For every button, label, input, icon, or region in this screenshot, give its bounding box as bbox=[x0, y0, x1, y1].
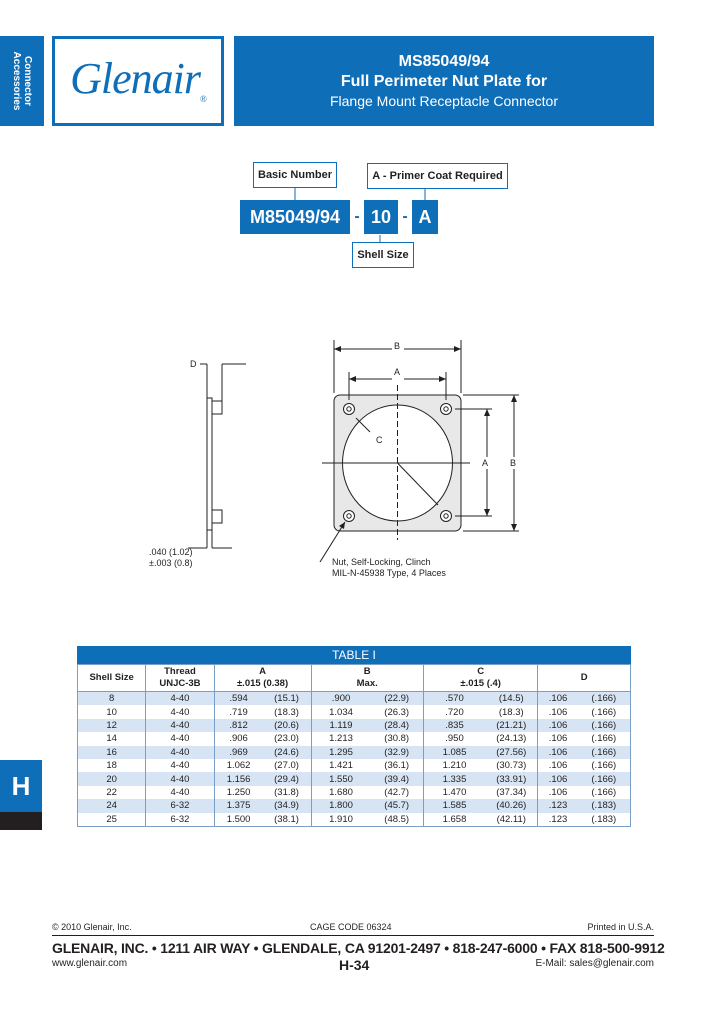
table-cell: (40.26) bbox=[485, 799, 538, 812]
table-cell: (.183) bbox=[578, 813, 631, 827]
table-cell: (.166) bbox=[578, 746, 631, 759]
table-body bbox=[78, 692, 631, 827]
col-d: D bbox=[538, 665, 631, 692]
table-cell: .950 bbox=[423, 732, 485, 745]
primer-suffix-value: A bbox=[412, 200, 438, 234]
table-cell: .106 bbox=[538, 719, 578, 732]
col-b-l1: B bbox=[363, 666, 371, 677]
table-cell: (29.4) bbox=[263, 772, 311, 785]
table-cell: 4-40 bbox=[146, 786, 214, 799]
table-cell: .594 bbox=[214, 692, 262, 706]
table-cell: .106 bbox=[538, 732, 578, 745]
front-view bbox=[320, 340, 519, 562]
logo-text: Glenair bbox=[70, 54, 201, 103]
thickness-dim-line1: .040 (1.02) bbox=[149, 547, 193, 557]
table-cell: 16 bbox=[78, 746, 146, 759]
col-a-l2: ±.015 (0.38) bbox=[236, 678, 289, 689]
label-c: C bbox=[376, 435, 383, 445]
table-cell: 4-40 bbox=[146, 705, 214, 718]
table-cell: (32.9) bbox=[371, 746, 424, 759]
table-cell: (33.91) bbox=[485, 772, 538, 785]
col-thread bbox=[146, 665, 214, 692]
col-b bbox=[311, 665, 423, 692]
table-cell: 1.585 bbox=[423, 799, 485, 812]
table-cell: .106 bbox=[538, 705, 578, 718]
table-cell: .835 bbox=[423, 719, 485, 732]
table-row bbox=[78, 813, 631, 827]
header-part-number: MS85049/94 bbox=[398, 53, 490, 70]
table-cell: 1.085 bbox=[423, 746, 485, 759]
table-row bbox=[78, 772, 631, 785]
header-subtitle: Flange Mount Receptacle Connector bbox=[329, 93, 559, 109]
table-row bbox=[78, 799, 631, 812]
table-cell: .812 bbox=[214, 719, 262, 732]
table-cell: .123 bbox=[538, 813, 578, 827]
table-cell: .720 bbox=[423, 705, 485, 718]
table-row bbox=[78, 746, 631, 759]
table-cell: (20.6) bbox=[263, 719, 311, 732]
table-row bbox=[78, 786, 631, 799]
table-cell: (.166) bbox=[578, 759, 631, 772]
section-h-tab: H bbox=[0, 760, 42, 812]
table-cell: 1.213 bbox=[311, 732, 370, 745]
table-cell: 1.156 bbox=[214, 772, 262, 785]
table-cell: 22 bbox=[78, 786, 146, 799]
table-cell: (.166) bbox=[578, 705, 631, 718]
table-cell: 4-40 bbox=[146, 692, 214, 706]
table-cell: 1.550 bbox=[311, 772, 370, 785]
table-cell: .570 bbox=[423, 692, 485, 706]
table-cell: (30.73) bbox=[485, 759, 538, 772]
table-cell: .106 bbox=[538, 746, 578, 759]
table-cell: (24.6) bbox=[263, 746, 311, 759]
footer-divider bbox=[52, 935, 654, 936]
website-link[interactable]: www.glenair.com bbox=[52, 958, 128, 969]
table-cell: 1.210 bbox=[423, 759, 485, 772]
col-thread-l1: Thread bbox=[164, 666, 196, 677]
label-a-side: A bbox=[482, 458, 489, 468]
col-b-l2: Max. bbox=[356, 678, 378, 689]
table-cell: (27.0) bbox=[263, 759, 311, 772]
table-cell: (39.4) bbox=[371, 772, 424, 785]
table-cell: 20 bbox=[78, 772, 146, 785]
col-a-l1: A bbox=[259, 666, 266, 677]
side-view bbox=[188, 364, 246, 548]
table-title: TABLE I bbox=[77, 646, 631, 664]
table-cell: 1.250 bbox=[214, 786, 262, 799]
table-cell: .719 bbox=[214, 705, 262, 718]
table-cell: 8 bbox=[78, 692, 146, 706]
table-cell: (42.7) bbox=[371, 786, 424, 799]
table-cell: 1.034 bbox=[311, 705, 370, 718]
dimension-table bbox=[77, 646, 631, 827]
shell-size-value: 10 bbox=[364, 200, 398, 234]
table-cell: 6-32 bbox=[146, 799, 214, 812]
table-cell: (15.1) bbox=[263, 692, 311, 706]
col-c-l1: C bbox=[477, 666, 485, 677]
company-address: GLENAIR, INC. • 1211 AIR WAY • GLENDALE, CA 91201-2497 • 818-247-6000 • FAX 818-500-9912 bbox=[52, 940, 665, 956]
part-dash-2: - bbox=[402, 208, 408, 225]
nut-note-line1: Nut, Self-Locking, Clinch bbox=[332, 557, 431, 567]
table-cell: (48.5) bbox=[371, 813, 424, 827]
label-b-side: B bbox=[510, 458, 517, 468]
col-c bbox=[423, 665, 538, 692]
col-a bbox=[214, 665, 311, 692]
primer-coat-label: A - Primer Coat Required bbox=[367, 163, 508, 189]
table-cell: 1.375 bbox=[214, 799, 262, 812]
table-cell: (28.4) bbox=[371, 719, 424, 732]
table-cell: (27.56) bbox=[485, 746, 538, 759]
cage-code: CAGE CODE 06324 bbox=[310, 922, 392, 932]
table-cell: .106 bbox=[538, 692, 578, 706]
label-b-top: B bbox=[394, 341, 401, 351]
table-cell: 1.500 bbox=[214, 813, 262, 827]
table-cell: (.166) bbox=[578, 692, 631, 706]
table-row bbox=[78, 759, 631, 772]
thickness-dim-line2: ±.003 (0.8) bbox=[149, 558, 193, 568]
header-title: Full Perimeter Nut Plate for bbox=[340, 73, 548, 90]
col-shell-size: Shell Size bbox=[78, 665, 146, 692]
shell-size-label: Shell Size bbox=[352, 242, 414, 268]
table-cell: 12 bbox=[78, 719, 146, 732]
table-cell: (14.5) bbox=[485, 692, 538, 706]
table-cell: (21.21) bbox=[485, 719, 538, 732]
table-cell: (37.34) bbox=[485, 786, 538, 799]
table-cell: 1.800 bbox=[311, 799, 370, 812]
table-cell: (24.13) bbox=[485, 732, 538, 745]
table-cell: (38.1) bbox=[263, 813, 311, 827]
table-cell: 18 bbox=[78, 759, 146, 772]
table-row bbox=[78, 732, 631, 745]
table-cell: 24 bbox=[78, 799, 146, 812]
table-cell: (42.11) bbox=[485, 813, 538, 827]
page-number: H-34 bbox=[339, 957, 370, 973]
table-cell: 1.062 bbox=[214, 759, 262, 772]
part-dash-1: - bbox=[354, 208, 360, 225]
table-cell: .906 bbox=[214, 732, 262, 745]
table-cell: .969 bbox=[214, 746, 262, 759]
label-a-top: A bbox=[394, 367, 401, 377]
table-row bbox=[78, 719, 631, 732]
side-tab-line2: Accessories bbox=[11, 51, 22, 111]
table-cell: 1.680 bbox=[311, 786, 370, 799]
basic-number-value: M85049/94 bbox=[240, 200, 350, 234]
table-cell: 1.470 bbox=[423, 786, 485, 799]
table-cell: 1.335 bbox=[423, 772, 485, 785]
table-cell: 1.658 bbox=[423, 813, 485, 827]
table-cell: 25 bbox=[78, 813, 146, 827]
table-cell: 10 bbox=[78, 705, 146, 718]
table-cell: (45.7) bbox=[371, 799, 424, 812]
table-cell: 4-40 bbox=[146, 732, 214, 745]
table-cell: (31.8) bbox=[263, 786, 311, 799]
table-cell: 4-40 bbox=[146, 772, 214, 785]
copyright: © 2010 Glenair, Inc. bbox=[52, 922, 132, 932]
table-cell: (34.9) bbox=[263, 799, 311, 812]
col-c-l2: ±.015 (.4) bbox=[460, 678, 501, 689]
printed-in: Printed in U.S.A. bbox=[587, 922, 654, 932]
table-cell: 6-32 bbox=[146, 813, 214, 827]
table-cell: (.166) bbox=[578, 786, 631, 799]
table-cell: .106 bbox=[538, 786, 578, 799]
table-cell: (18.3) bbox=[263, 705, 311, 718]
table-cell: 4-40 bbox=[146, 719, 214, 732]
table-cell: (22.9) bbox=[371, 692, 424, 706]
table-cell: 1.295 bbox=[311, 746, 370, 759]
email-link[interactable]: E-Mail: sales@glenair.com bbox=[535, 958, 654, 969]
basic-number-label: Basic Number bbox=[253, 162, 337, 188]
nut-note-line2: MIL-N-45938 Type, 4 Places bbox=[332, 568, 446, 578]
side-tab-line1: Connector bbox=[22, 56, 33, 106]
table-cell: (36.1) bbox=[371, 759, 424, 772]
table-cell: (.166) bbox=[578, 732, 631, 745]
table-cell: .106 bbox=[538, 759, 578, 772]
table-cell: (23.0) bbox=[263, 732, 311, 745]
table-cell: (.183) bbox=[578, 799, 631, 812]
section-h-tab-bar bbox=[0, 812, 42, 830]
table-row bbox=[78, 705, 631, 718]
table-cell: 4-40 bbox=[146, 746, 214, 759]
table-cell: 1.119 bbox=[311, 719, 370, 732]
table-cell: (.166) bbox=[578, 772, 631, 785]
table-cell: 14 bbox=[78, 732, 146, 745]
table-cell: 1.421 bbox=[311, 759, 370, 772]
table-cell: (18.3) bbox=[485, 705, 538, 718]
table-cell: .106 bbox=[538, 772, 578, 785]
label-d: D bbox=[190, 359, 197, 369]
col-thread-l2: UNJC-3B bbox=[159, 678, 201, 689]
table-cell: (.166) bbox=[578, 719, 631, 732]
table-cell: .900 bbox=[311, 692, 370, 706]
registered-mark: ® bbox=[200, 94, 206, 104]
table-cell: (26.3) bbox=[371, 705, 424, 718]
table-header-row bbox=[78, 665, 631, 692]
table-cell: .123 bbox=[538, 799, 578, 812]
table-cell: 1.910 bbox=[311, 813, 370, 827]
table-row bbox=[78, 692, 631, 706]
table-cell: 4-40 bbox=[146, 759, 214, 772]
table-cell: (30.8) bbox=[371, 732, 424, 745]
